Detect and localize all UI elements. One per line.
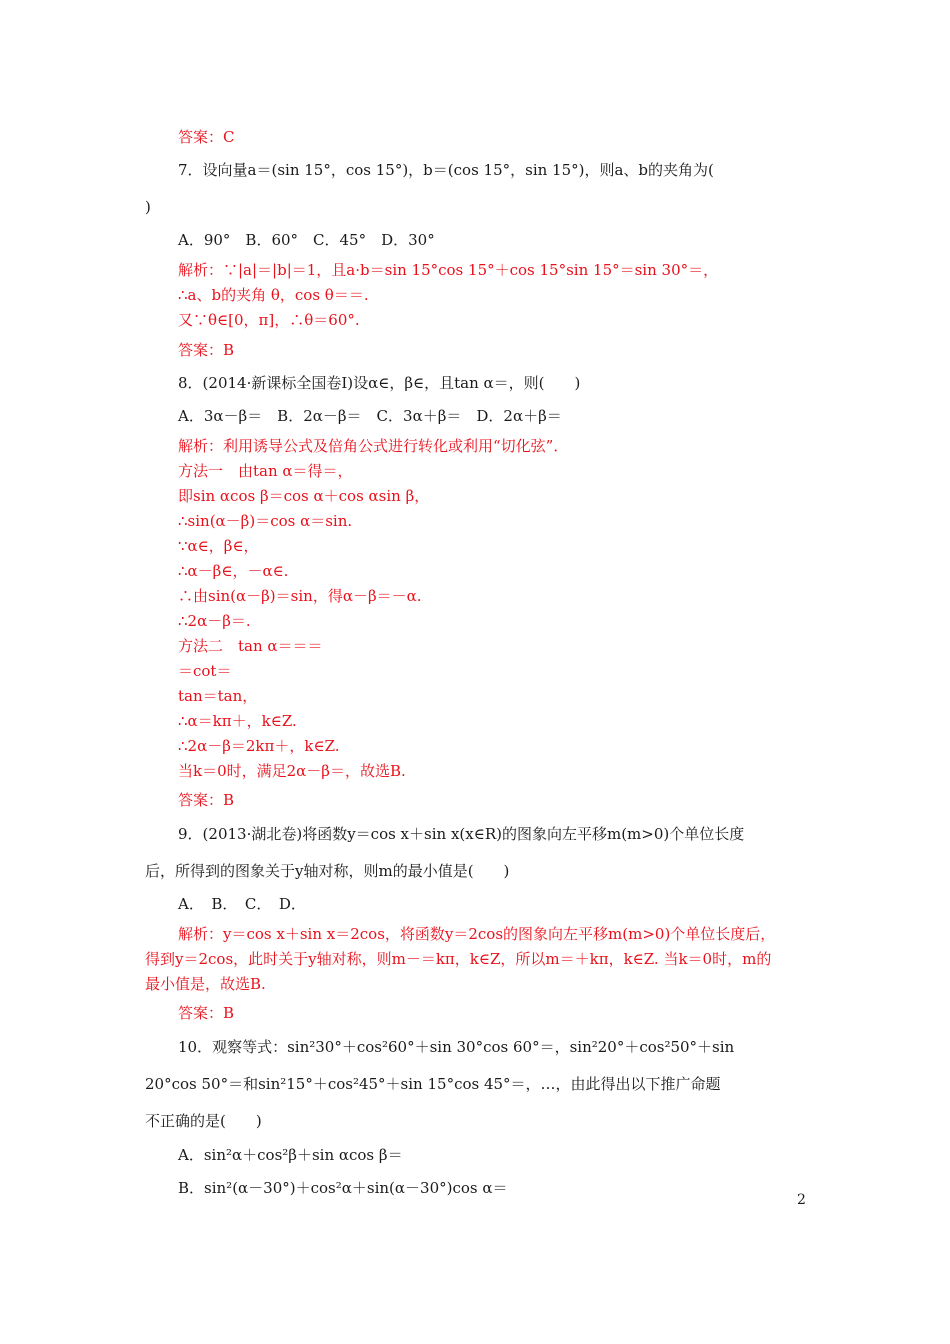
page-number: 2 [797,1192,806,1208]
text-line: ∴2α－β＝. [178,612,251,630]
text-line: B．sin²(α－30°)＋cos²α＋sin(α－30°)cos α＝ [178,1179,508,1197]
text-line: ∴α＝kπ＋，k∈Z. [178,712,297,730]
text-line: 答案：C [178,128,235,146]
text-line: ＝cot＝ [178,662,232,680]
text-line: A．3α－β＝ B．2α－β＝ C．3α＋β＝ D．2α＋β＝ [178,407,562,425]
text-line: ∴a、b的夹角 θ，cos θ＝＝. [178,286,369,304]
text-line: 最小值是，故选B. [145,975,266,993]
text-line: ∴sin(α－β)＝cos α＝sin. [178,512,353,530]
text-line: 得到y＝2cos，此时关于y轴对称，则m－＝kπ，k∈Z，所以m＝＋kπ，k∈Z. 当k＝0时，m的 [145,950,772,968]
text-line: tan＝tan， [178,687,258,705]
text-line: 解析：y＝cos x＋sin x＝2cos，将函数y＝2cos的图象向左平移m(m>0)个单位长度后， [178,925,776,943]
text-line: A． B． C． D． [178,895,306,913]
text-line: 10．观察等式：sin²30°＋cos²60°＋sin 30°cos 60°＝，sin²20°＋cos²50°＋sin [178,1038,735,1056]
text-line: A．sin²α＋cos²β＋sin αcos β＝ [178,1146,403,1164]
text-line: 当k＝0时，满足2α－β＝，故选B. [178,762,406,780]
text-line: 方法一 由tan α＝得＝， [178,462,353,480]
text-line: ∴α－β∈，－α∈. [178,562,289,580]
text-line: 解析：利用诱导公式及倍角公式进行转化或利用“切化弦”． [178,437,569,455]
text-line: 答案：B [178,341,235,359]
text-line: 7．设向量a＝(sin 15°，cos 15°)，b＝(cos 15°，sin 15°)，则a、b的夹角为( [178,161,714,179]
text-line: 8．(2014·新课标全国卷Ⅰ)设α∈，β∈，且tan α＝，则( ) [178,374,581,392]
text-line: 答案：B [178,791,235,809]
text-line: ∴由sin(α－β)＝sin，得α－β＝－α. [178,587,422,605]
text-line: 不正确的是( ) [145,1112,262,1130]
text-line: 解析：∵|a|＝|b|＝1，且a·b＝sin 15°cos 15°＋cos 15°sin 15°＝sin 30°＝， [178,261,719,279]
text-line: ) [145,198,151,216]
text-line: 答案：B [178,1004,235,1022]
text-line: 又∵θ∈[0，π]，∴θ＝60°. [178,311,360,329]
text-line: ∴2α－β＝2kπ＋，k∈Z. [178,737,340,755]
text-line: 20°cos 50°＝和sin²15°＋cos²45°＋sin 15°cos 45°＝，…，由此得出以下推广命题 [145,1075,721,1093]
text-line: 即sin αcos β＝cos α＋cos αsin β， [178,487,430,505]
text-line: A．90° B．60° C．45° D．30° [178,231,435,249]
text-line: 后，所得到的图象关于y轴对称，则m的最小值是( ) [145,862,510,880]
text-line: 9．(2013·湖北卷)将函数y＝cos x＋sin x(x∈R)的图象向左平移m(m>0)个单位长度 [178,825,745,843]
text-line: 方法二 tan α＝＝＝ [178,637,323,655]
text-line: ∵α∈，β∈， [178,537,259,555]
